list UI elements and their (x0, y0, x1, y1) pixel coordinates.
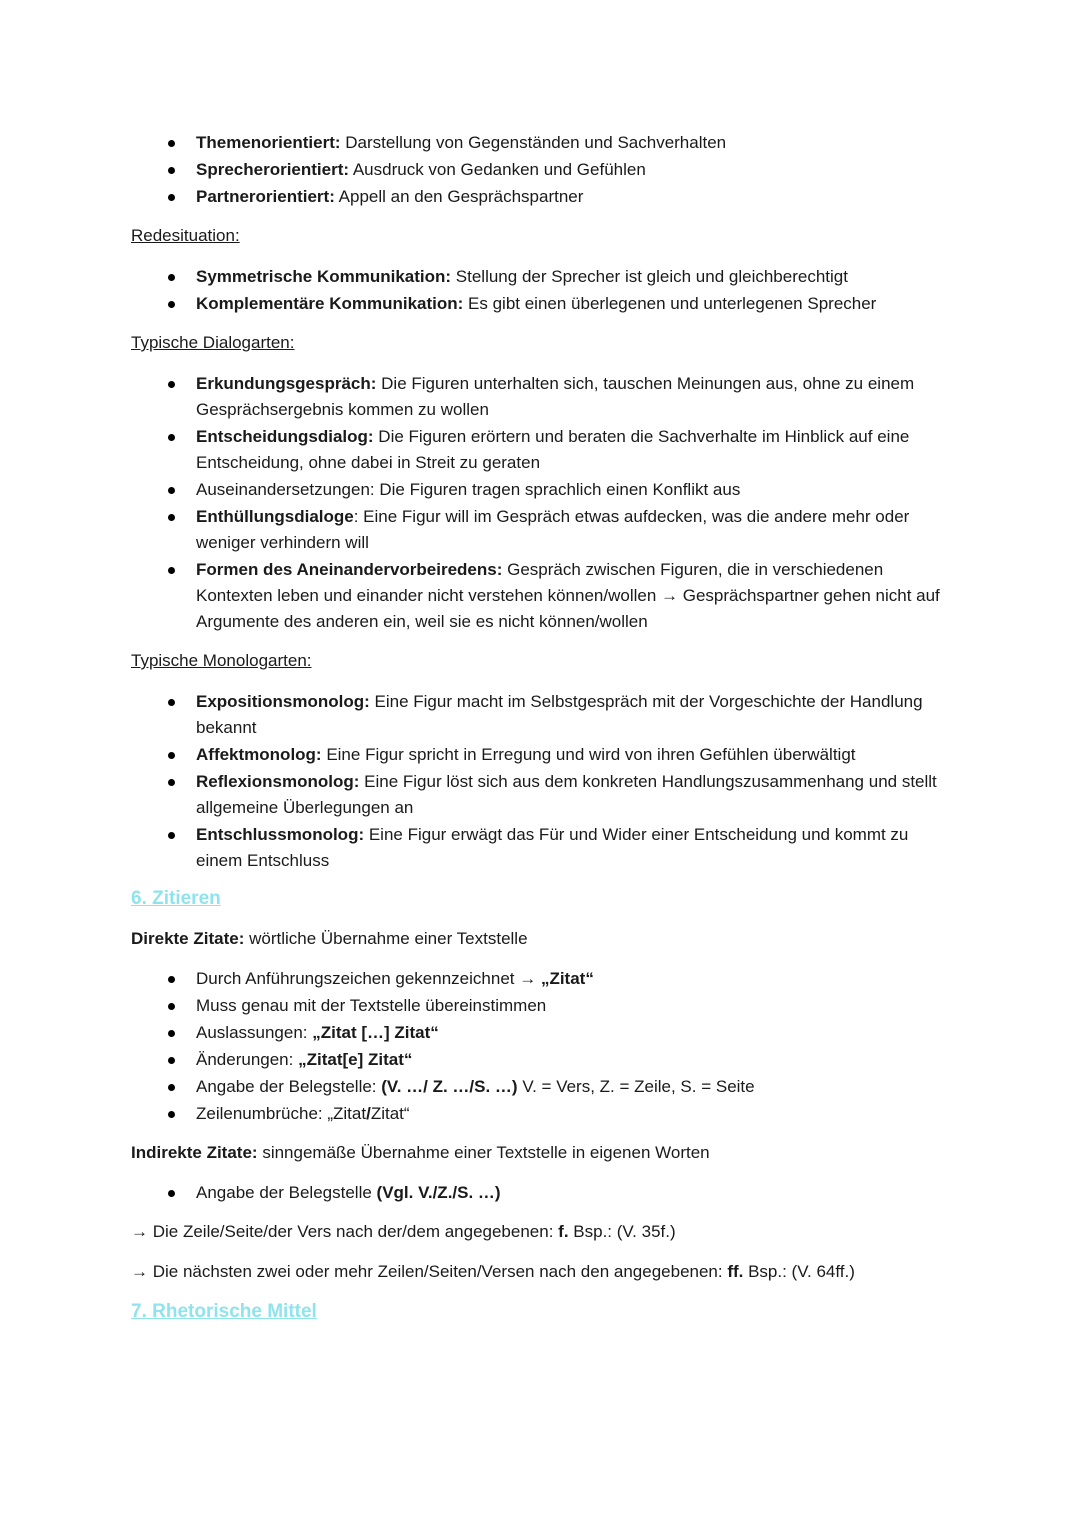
list-item: Expositionsmonolog: Eine Figur macht im Selbstgespräch mit der Vorgeschichte der Handlung bekannt (131, 689, 952, 741)
list-item: Affektmonolog: Eine Figur spricht in Erregung und wird von ihren Gefühlen überwältigt (131, 742, 952, 768)
list-item: Erkundungsgespräch: Die Figuren unterhalten sich, tauschen Meinungen aus, ohne zu einem Gesprächsergebnis kommen zu wollen (131, 371, 952, 423)
monologarten-list (131, 689, 952, 874)
redesituation-heading: Redesituation: (131, 226, 240, 245)
list-item: Angabe der Belegstelle (Vgl. V./Z./S. …) (131, 1180, 952, 1206)
list-item: Auslassungen: „Zitat […] Zitat“ (131, 1020, 952, 1046)
list-item: Entscheidungsdialog: Die Figuren erörtern und beraten die Sachverhalte im Hinblick auf eine Entscheidung, ohne dabei in Streit zu geraten (131, 424, 952, 476)
f-rule-line: → Die Zeile/Seite/der Vers nach der/dem angegebenen: f. Bsp.: (V. 35f.) (131, 1222, 676, 1241)
list-item: Zeilenumbrüche: „Zitat/Zitat“ (131, 1101, 952, 1127)
section-heading-rhetorik: 7. Rhetorische Mittel (131, 1301, 317, 1322)
direkte-zitate-definition: Direkte Zitate: wörtliche Übernahme einer Textstelle (131, 929, 528, 948)
direkte-zitate-list (131, 966, 952, 1127)
list-item: Themenorientiert: Darstellung von Gegenständen und Sachverhalten (131, 130, 952, 156)
list-item: Sprecherorientiert: Ausdruck von Gedanken und Gefühlen (131, 157, 952, 183)
list-item: Angabe der Belegstelle: (V. …/ Z. …/S. …) V. = Vers, Z. = Zeile, S. = Seite (131, 1074, 952, 1100)
function-list (131, 130, 952, 210)
list-item: Symmetrische Kommunikation: Stellung der Sprecher ist gleich und gleichberechtigt (131, 264, 952, 290)
list-item: Enthüllungsdialoge: Eine Figur will im Gespräch etwas aufdecken, was die andere mehr oder weniger verhindern will (131, 504, 952, 556)
list-item: Komplementäre Kommunikation: Es gibt einen überlegenen und unterlegenen Sprecher (131, 291, 952, 317)
indirekte-zitate-definition: Indirekte Zitate: sinngemäße Übernahme einer Textstelle in eigenen Worten (131, 1143, 710, 1162)
list-item: Änderungen: „Zitat[e] Zitat“ (131, 1047, 952, 1073)
list-item: Muss genau mit der Textstelle übereinstimmen (131, 993, 952, 1019)
monologarten-heading: Typische Monologarten: (131, 651, 312, 670)
list-item: Entschlussmonolog: Eine Figur erwägt das Für und Wider einer Entscheidung und kommt zu einem Entschluss (131, 822, 952, 874)
section-heading-zitieren: 6. Zitieren (131, 888, 221, 909)
list-item: Auseinandersetzungen: Die Figuren tragen sprachlich einen Konflikt aus (131, 477, 952, 503)
redesituation-list (131, 264, 952, 317)
indirekte-zitate-list (131, 1180, 952, 1206)
list-item: Reflexionsmonolog: Eine Figur löst sich aus dem konkreten Handlungszusammenhang und stellt allgemeine Überlegungen an (131, 769, 952, 821)
list-item: Partnerorientiert: Appell an den Gesprächspartner (131, 184, 952, 210)
dialogarten-heading: Typische Dialogarten: (131, 333, 295, 352)
ff-rule-line: → Die nächsten zwei oder mehr Zeilen/Seiten/Versen nach den angegebenen: ff. Bsp.: (V. 64ff.) (131, 1262, 855, 1281)
list-item: Durch Anführungszeichen gekennzeichnet → „Zitat“ (131, 966, 952, 992)
dialogarten-list (131, 371, 952, 635)
list-item: Formen des Aneinandervorbeiredens: Gespräch zwischen Figuren, die in verschiedenen Kontexten leben und einander nicht verstehen können/wollen → Gesprächspartner gehen nicht auf Argumente des anderen ein, weil sie es nicht können/wollen (131, 557, 952, 635)
